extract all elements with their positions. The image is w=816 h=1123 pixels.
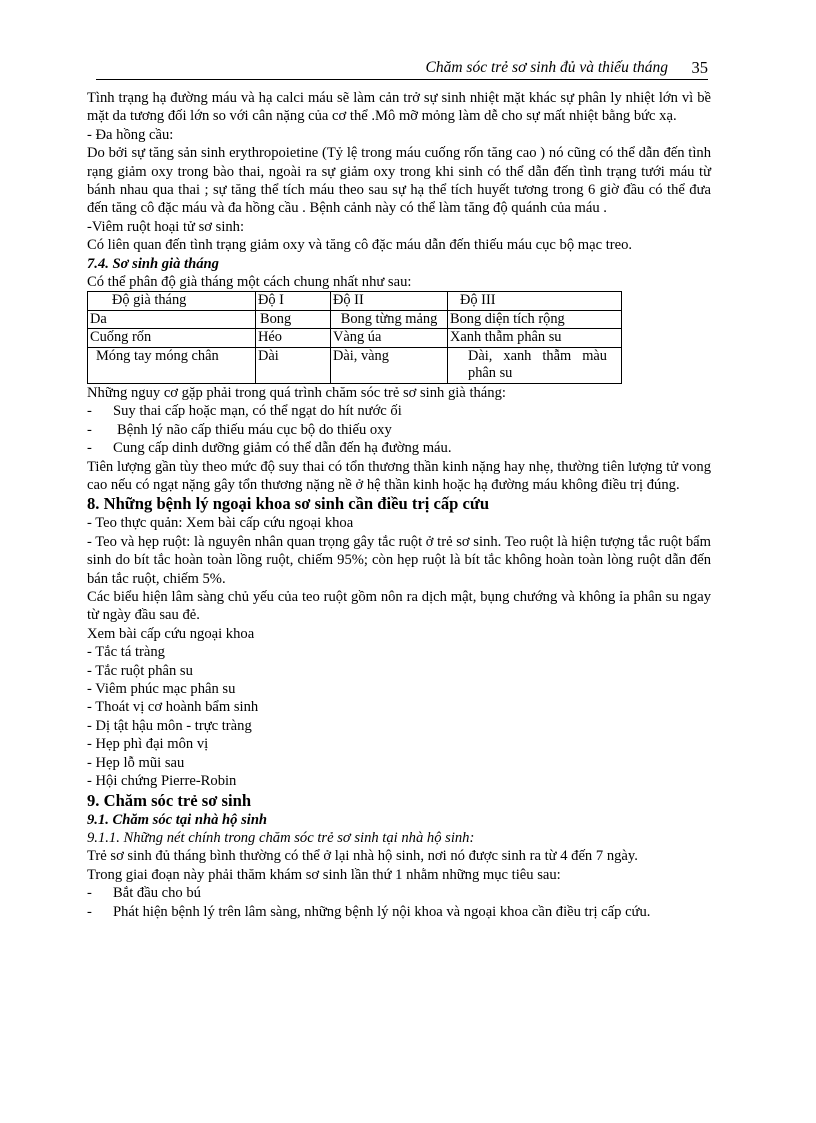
- table-cell: Bong diện tích rộng: [448, 310, 622, 329]
- table-cell: Da: [88, 310, 256, 329]
- paragraph: Tình trạng hạ đường máu và hạ calci máu sẽ làm cản trở sự sinh nhiệt mặt khác sự phân ly nhiệt lớn vì bề mặt da tương đối lớn so với cân nặng của cơ thể .Mô mỡ mỏng làm dễ cho sự mất nhiệt bằng bức xạ.: [87, 90, 711, 125]
- list-item: - Bắt đầu cho bú: [87, 885, 201, 902]
- table-row: [88, 329, 622, 348]
- paragraph: Xem bài cấp cứu ngoại khoa: [87, 625, 255, 642]
- table-cell: Bong: [256, 310, 331, 329]
- page-header: [96, 57, 708, 80]
- list-item: - Suy thai cấp hoặc mạn, có thể ngạt do hít nước ối: [87, 403, 402, 420]
- paragraph: Những nguy cơ gặp phải trong quá trình chăm sóc trẻ sơ sinh già tháng:: [87, 384, 506, 401]
- table-cell: Dài, vàng: [331, 347, 448, 383]
- header-title: Chăm sóc trẻ sơ sinh đủ và thiếu tháng: [425, 59, 668, 76]
- paragraph: - Teo và hẹp ruột: là nguyên nhân quan trọng gây tắc ruột ở trẻ sơ sinh. Teo ruột là hiện tượng tắc ruột bẩm sinh do bít tắc hoàn toàn lồng ruột, chiếm 95%; còn hẹp ruột là bít tắc không hoàn toàn lòng ruột dẫn đến bán tắc ruột, chiếm 5%.: [87, 533, 711, 587]
- table-header-row: [88, 292, 622, 311]
- list-item: - Tắc tá tràng: [87, 644, 165, 661]
- table-row: [88, 310, 622, 329]
- list-item: - Hội chứng Pierre-Robin: [87, 773, 237, 790]
- list-item: - Hẹp lỗ mũi sau: [87, 754, 185, 771]
- list-item: - Tắc ruột phân su: [87, 662, 193, 679]
- subsection-heading-9-1-1: 9.1.1. Những nét chính trong chăm sóc trẻ sơ sinh tại nhà hộ sinh:: [87, 829, 475, 846]
- table-row: [88, 347, 622, 383]
- table-cell: Vàng úa: [331, 329, 448, 348]
- page-content: [87, 89, 711, 921]
- section-heading-8: 8. Những bệnh lý ngoại khoa sơ sinh cần điều trị cấp cứu: [87, 494, 490, 514]
- table-cell: Dài: [256, 347, 331, 383]
- list-item: - Hẹp phì đại môn vị: [87, 736, 209, 753]
- list-item: - Thoát vị cơ hoành bẩm sinh: [87, 699, 259, 716]
- paragraph: Các biểu hiện lâm sàng chủ yếu của teo ruột gồm nôn ra dịch mật, bụng chướng và không ỉa phân su ngay từ ngày đầu sau đẻ.: [87, 589, 711, 624]
- postterm-grade-table: [87, 291, 622, 384]
- paragraph: Do bởi sự tăng sản sinh erythropoietine (Tỷ lệ trong máu cuống rốn tăng cao ) nó cũng có thể dẫn đến tình rạng giảm oxy trong bào thai, ngoài ra sự giảm oxy trong khi sinh có thể dẫn đến tình trạng tưới máu từ bánh nhau qua thai ; sự tăng thể tích máu theo sau sự hạ thể tích huyết tương trong 6 giờ đầu có thể đưa đến tăng cô đặc máu và đa hồng cầu . Bệnh cảnh này có thể làm tăng độ quánh của máu .: [87, 145, 711, 217]
- section-heading-9: 9. Chăm sóc trẻ sơ sinh: [87, 790, 252, 810]
- paragraph: -Viêm ruột hoại tử sơ sinh:: [87, 218, 245, 235]
- table-cell: Dài, xanh thẫm màu phân su: [448, 347, 622, 383]
- table-cell: Móng tay móng chân: [88, 347, 256, 383]
- paragraph: - Teo thực quản: Xem bài cấp cứu ngoại khoa: [87, 515, 354, 532]
- paragraph: Trong giai đoạn này phải thăm khám sơ sinh lần thứ 1 nhằm những mục tiêu sau:: [87, 866, 561, 883]
- paragraph: Có thể phân độ già tháng một cách chung nhất như sau:: [87, 274, 412, 291]
- table-header-cell: Độ III: [448, 292, 622, 311]
- table-cell: Héo: [256, 329, 331, 348]
- list-item: - Bệnh lý não cấp thiếu máu cục bộ do thiếu oxy: [87, 421, 392, 438]
- section-heading-7-4: 7.4. Sơ sinh già tháng: [87, 255, 219, 272]
- list-item: - Viêm phúc mạc phân su: [87, 681, 236, 698]
- list-item: - Dị tật hậu môn - trực tràng: [87, 717, 252, 734]
- paragraph: - Đa hồng cầu:: [87, 126, 174, 143]
- table-header-cell: Độ già tháng: [88, 292, 256, 311]
- list-item: - Cung cấp dinh dưỡng giảm có thể dẫn đến hạ đường máu.: [87, 440, 452, 457]
- table-cell: Xanh thẫm phân su: [448, 329, 622, 348]
- list-item: - Phát hiện bệnh lý trên lâm sàng, những bệnh lý nội khoa và ngoại khoa cần điều trị cấp cứu.: [87, 903, 651, 920]
- table-cell: Bong từng mảng: [331, 310, 448, 329]
- paragraph: Có liên quan đến tình trạng giảm oxy và tăng cô đặc máu dẫn đến thiếu máu cục bộ mạc treo.: [87, 237, 633, 254]
- paragraph: Trẻ sơ sinh đủ tháng bình thường có thể ở lại nhà hộ sinh, nơi nó được sinh ra từ 4 đến 7 ngày.: [87, 848, 638, 865]
- table-cell: Cuống rốn: [88, 329, 256, 348]
- page-number: 35: [691, 58, 708, 77]
- table-header-cell: Độ II: [331, 292, 448, 311]
- subsection-heading-9-1: 9.1. Chăm sóc tại nhà hộ sinh: [87, 811, 268, 828]
- table-header-cell: Độ I: [256, 292, 331, 311]
- paragraph: Tiên lượng gần tùy theo mức độ suy thai có tổn thương thần kinh nặng hay nhẹ, thường tiên lượng tử vong cao nếu có ngạt nặng gây tổn thương nặng nề ở hệ thần kinh hoặc hạ đường máu không điều trị đúng.: [87, 458, 711, 493]
